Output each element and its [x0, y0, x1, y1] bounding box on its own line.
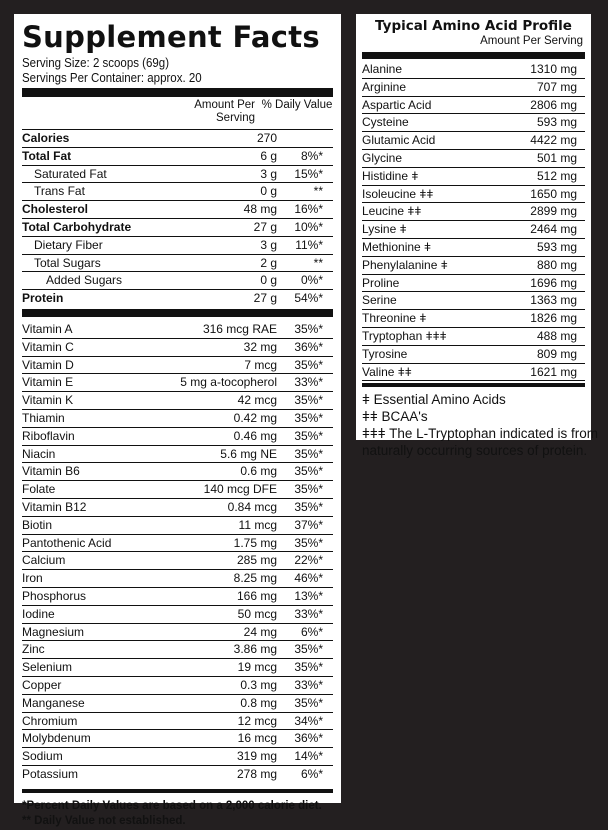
nutrient-name: Magnesium: [22, 624, 85, 639]
amino-acid-name: Threonine ǂ: [362, 311, 427, 326]
amino-acid-amount: 4422 mg: [530, 133, 577, 148]
nutrient-daily-value: 6%*: [300, 766, 323, 781]
nutrient-name: Vitamin K: [22, 393, 74, 408]
nutrient-amount: 12 mcg: [237, 713, 277, 728]
nutrient-name: Total Carbohydrate: [22, 219, 132, 234]
amino-acid-name: Arginine: [362, 79, 407, 94]
daily-value-header: % Daily Value: [261, 99, 333, 111]
nutrient-row: [22, 463, 333, 481]
amino-acid-row: [362, 203, 585, 221]
nutrient-daily-value: 54%*: [294, 291, 323, 306]
nutrient-row: [22, 201, 333, 219]
amino-acid-amount: 880 mg: [536, 257, 577, 272]
nutrient-amount: 278 mg: [236, 766, 277, 781]
amino-acid-name: Proline: [362, 275, 400, 290]
nutrient-amount: 0.46 mg: [233, 428, 277, 443]
note-essential: ǂ Essential Amino Acids: [362, 392, 506, 408]
serving-size: Serving Size: 2 scoops (69g): [22, 56, 170, 70]
servings-per-container: Servings Per Container: approx. 20: [22, 71, 202, 85]
nutrient-daily-value: 35%*: [294, 642, 323, 657]
nutrient-amount: 7 mcg: [244, 357, 277, 372]
nutrient-amount: 27 g: [253, 291, 277, 306]
amino-acid-amount: 593 mg: [536, 239, 577, 254]
nutrient-row: [22, 748, 333, 766]
nutrient-name: Total Fat: [22, 148, 72, 163]
nutrient-row: [22, 641, 333, 659]
nutrient-daily-value: **: [313, 184, 323, 199]
amino-acid-name: Alanine: [362, 62, 403, 76]
nutrient-row: [22, 570, 333, 588]
nutrient-row: [22, 410, 333, 428]
nutrient-daily-value: 35%*: [294, 357, 323, 372]
amino-acid-name: Methionine ǂ: [362, 239, 432, 254]
divider-bar: [22, 88, 333, 97]
nutrient-name: Vitamin C: [22, 339, 74, 354]
nutrient-name: Niacin: [22, 446, 56, 461]
nutrient-row: [22, 357, 333, 375]
nutrient-daily-value: 13%*: [294, 588, 323, 603]
nutrient-amount: 270: [256, 131, 277, 145]
amino-acid-profile-panel: [356, 14, 599, 459]
nutrient-row: [22, 695, 333, 713]
nutrient-daily-value: 8%*: [300, 148, 323, 163]
amino-acid-row: [362, 168, 585, 186]
amino-acid-name: Phenylalanine ǂ: [362, 257, 448, 272]
nutrient-daily-value: 35%*: [294, 393, 323, 408]
nutrient-name: Sodium: [22, 749, 63, 764]
nutrient-daily-value: 34%*: [294, 713, 323, 728]
nutrient-name: Chromium: [22, 713, 78, 728]
nutrient-daily-value: 22%*: [294, 553, 323, 568]
amino-acid-name: Isoleucine ǂǂ: [362, 186, 434, 201]
nutrient-amount: 24 mg: [243, 624, 277, 639]
nutrient-daily-value: 33%*: [294, 606, 323, 621]
nutrient-daily-value: 33%*: [294, 677, 323, 692]
nutrient-name: Cholesterol: [22, 202, 89, 217]
nutrient-amount: 6 g: [260, 148, 277, 163]
amino-acid-name: Valine ǂǂ: [362, 364, 412, 379]
nutrient-daily-value: 35%*: [294, 660, 323, 675]
macro-nutrient-list: [22, 130, 333, 307]
vitamin-mineral-list: [22, 321, 333, 783]
nutrient-name: Protein: [22, 291, 64, 306]
amino-acid-row: [362, 61, 585, 79]
nutrient-daily-value: 35%*: [294, 695, 323, 710]
amino-acid-amount: 593 mg: [536, 115, 577, 130]
nutrient-row: [22, 713, 333, 731]
nutrient-amount: 11 mcg: [238, 517, 277, 532]
amino-acid-row: [362, 275, 585, 293]
amino-acid-name: Cysteine: [362, 115, 409, 130]
nutrient-row: [22, 219, 333, 237]
amino-acid-row: [362, 257, 585, 275]
nutrient-amount: 0.3 mg: [240, 677, 277, 692]
amino-acid-list: [362, 61, 585, 381]
nutrient-amount: 285 mg: [236, 553, 277, 568]
nutrient-name: Molybdenum: [22, 731, 91, 746]
nutrient-daily-value: 0%*: [300, 273, 323, 288]
nutrient-row: [22, 588, 333, 606]
amino-acid-row: [362, 114, 585, 132]
supplement-facts-panel: [14, 14, 341, 827]
nutrient-amount: 3.86 mg: [233, 642, 277, 657]
nutrient-name: Iron: [22, 571, 43, 586]
nutrient-row: [22, 392, 333, 410]
nutrient-daily-value: 14%*: [294, 749, 323, 764]
nutrient-name: Copper: [22, 677, 62, 692]
footnote-not-established: ** Daily Value not established.: [22, 814, 186, 827]
nutrient-amount: 0.42 mg: [233, 410, 277, 425]
amino-acid-name: Aspartic Acid: [362, 97, 432, 112]
nutrient-daily-value: 37%*: [294, 517, 323, 532]
nutrient-amount: 32 mg: [243, 339, 277, 354]
amino-acid-row: [362, 79, 585, 97]
nutrient-amount: 3 g: [260, 237, 277, 252]
amino-acid-name: Serine: [362, 293, 397, 308]
divider-bar: [362, 52, 585, 59]
nutrient-amount: 19 mcg: [237, 660, 277, 675]
nutrient-name: Vitamin E: [22, 375, 74, 390]
nutrient-amount: 42 mcg: [237, 393, 277, 408]
nutrient-row: [22, 766, 333, 783]
amino-acid-row: [362, 328, 585, 346]
amino-acid-amount: 1696 mg: [530, 275, 577, 290]
nutrient-daily-value: 46%*: [294, 571, 323, 586]
nutrient-amount: 0.6 mg: [240, 464, 277, 479]
nutrient-amount: 0 g: [260, 184, 277, 199]
note-tryptophan: ǂǂǂ The L-Tryptophan indicated is from: [362, 426, 599, 442]
amino-acid-amount: 2806 mg: [530, 97, 577, 112]
nutrient-amount: 316 mcg RAE: [202, 321, 277, 336]
nutrient-name: Saturated Fat: [34, 166, 107, 181]
column-header: [22, 99, 333, 130]
nutrient-name: Potassium: [22, 766, 79, 781]
nutrient-name: Vitamin B12: [22, 499, 87, 514]
nutrient-amount: 48 mg: [243, 202, 277, 217]
nutrient-daily-value: 35%*: [294, 446, 323, 461]
nutrient-amount: 0 g: [260, 273, 277, 288]
nutrient-name: Thiamin: [22, 410, 65, 425]
nutrient-name: Calcium: [22, 553, 66, 568]
nutrient-name: Phosphorus: [22, 588, 87, 603]
amino-acid-amount: 488 mg: [536, 328, 577, 343]
nutrient-row: [22, 130, 333, 148]
amino-acid-name: Glycine: [362, 150, 403, 165]
nutrient-daily-value: 36%*: [294, 731, 323, 746]
nutrient-daily-value: [283, 130, 333, 147]
amino-acid-name: Glutamic Acid: [362, 133, 436, 148]
amino-acid-row: [362, 346, 585, 364]
nutrient-daily-value: 35%*: [294, 410, 323, 425]
nutrient-amount: 1.75 mg: [233, 535, 277, 550]
nutrient-row: [22, 272, 333, 290]
amino-profile-title: Typical Amino Acid Profile: [375, 18, 572, 34]
supplement-facts-title: Supplement Facts: [22, 20, 320, 54]
nutrient-amount: 140 mcg DFE: [203, 482, 277, 497]
nutrient-amount: 5 mg a-tocopherol: [180, 375, 277, 390]
nutrient-row: [22, 659, 333, 677]
nutrient-amount: 0.8 mg: [240, 695, 277, 710]
footnote-daily-values: *Percent Daily Values are based on a 2,000 calorie diet.: [22, 799, 322, 812]
nutrient-daily-value: 35%*: [294, 535, 323, 550]
nutrient-amount: 2 g: [260, 255, 277, 270]
nutrient-row: [22, 183, 333, 201]
nutrient-row: [22, 428, 333, 446]
amino-acid-amount: 512 mg: [536, 168, 577, 183]
nutrient-name: Dietary Fiber: [34, 237, 103, 252]
amino-acid-amount: 1310 mg: [530, 62, 577, 76]
amino-profile-subtitle: Amount Per Serving: [480, 35, 583, 47]
nutrient-name: Folate: [22, 482, 56, 497]
nutrient-amount: 16 mcg: [237, 731, 277, 746]
nutrient-daily-value: 36%*: [294, 339, 323, 354]
amino-acid-amount: 1621 mg: [530, 364, 577, 379]
nutrient-name: Selenium: [22, 660, 73, 675]
nutrient-row: [22, 255, 333, 273]
nutrient-daily-value: 35%*: [294, 499, 323, 514]
note-tryptophan-cont: naturally occurring sources of protein.: [362, 443, 588, 459]
amino-acid-name: Histidine ǂ: [362, 168, 419, 183]
nutrient-name: Vitamin A: [22, 321, 73, 336]
nutrient-row: [22, 290, 333, 307]
nutrient-amount: 8.25 mg: [233, 571, 277, 586]
nutrient-name: Total Sugars: [34, 255, 101, 270]
nutrient-name: Biotin: [22, 517, 53, 532]
nutrient-name: Vitamin B6: [22, 464, 80, 479]
amino-acid-amount: 2899 mg: [530, 204, 577, 219]
nutrient-daily-value: 35%*: [294, 464, 323, 479]
amount-per-serving-header: Amount Per Serving: [194, 99, 255, 124]
nutrient-name: Manganese: [22, 695, 85, 710]
nutrient-name: Calories: [22, 131, 70, 145]
amino-acid-amount: 1363 mg: [530, 293, 577, 308]
amino-acid-row: [362, 97, 585, 115]
nutrient-amount: 5.6 mg NE: [220, 446, 277, 461]
divider-bar: [22, 309, 333, 317]
nutrient-row: [22, 339, 333, 357]
nutrient-name: Riboflavin: [22, 428, 75, 443]
nutrient-amount: 50 mcg: [237, 606, 277, 621]
amino-acid-amount: 2464 mg: [530, 222, 577, 237]
nutrient-name: Added Sugars: [46, 273, 123, 288]
nutrient-daily-value: 35%*: [294, 482, 323, 497]
nutrient-row: [22, 374, 333, 392]
nutrient-daily-value: 6%*: [300, 624, 323, 639]
amino-acid-row: [362, 150, 585, 168]
amino-acid-amount: 707 mg: [536, 79, 577, 94]
amino-acid-name: Leucine ǂǂ: [362, 204, 422, 219]
nutrient-row: [22, 517, 333, 535]
nutrient-name: Vitamin D: [22, 357, 74, 372]
amino-acid-name: Lysine ǂ: [362, 222, 407, 237]
amino-notes: [362, 387, 599, 459]
nutrient-row: [22, 624, 333, 642]
note-bcaa: ǂǂ BCAA's: [362, 409, 428, 425]
amino-acid-name: Tryptophan ǂǂǂ: [362, 328, 447, 343]
amino-acid-row: [362, 364, 585, 382]
nutrient-row: [22, 499, 333, 517]
nutrient-row: [22, 677, 333, 695]
amino-acid-row: [362, 292, 585, 310]
nutrient-name: Pantothenic Acid: [22, 535, 112, 550]
footnotes: [22, 789, 333, 829]
nutrient-amount: 0.84 mcg: [227, 499, 277, 514]
nutrient-amount: 27 g: [253, 219, 277, 234]
nutrient-amount: 166 mg: [236, 588, 277, 603]
amino-acid-name: Tyrosine: [362, 346, 408, 361]
nutrient-name: Iodine: [22, 606, 55, 621]
nutrient-row: [22, 730, 333, 748]
nutrient-row: [22, 535, 333, 553]
nutrient-daily-value: 35%*: [294, 428, 323, 443]
amino-acid-amount: 1826 mg: [530, 311, 577, 326]
nutrient-name: Zinc: [22, 642, 45, 657]
amino-acid-amount: 1650 mg: [530, 186, 577, 201]
amino-acid-row: [362, 221, 585, 239]
nutrient-daily-value: 33%*: [294, 375, 323, 390]
nutrient-row: [22, 552, 333, 570]
nutrient-row: [22, 237, 333, 255]
amino-acid-amount: 501 mg: [536, 150, 577, 165]
nutrient-row: [22, 446, 333, 464]
nutrient-amount: 3 g: [260, 166, 277, 181]
nutrient-row: [22, 166, 333, 184]
nutrient-daily-value: 35%*: [294, 321, 323, 336]
nutrient-daily-value: 10%*: [294, 219, 323, 234]
nutrient-daily-value: 16%*: [294, 202, 323, 217]
nutrient-name: Trans Fat: [34, 184, 85, 199]
nutrient-daily-value: 15%*: [294, 166, 323, 181]
nutrient-row: [22, 481, 333, 499]
nutrient-daily-value: **: [313, 255, 323, 270]
amino-acid-row: [362, 132, 585, 150]
nutrient-daily-value: 11%*: [295, 237, 323, 252]
nutrient-row: [22, 321, 333, 339]
nutrient-row: [22, 606, 333, 624]
nutrient-row: [22, 148, 333, 166]
amino-acid-row: [362, 239, 585, 257]
nutrient-amount: 319 mg: [236, 749, 277, 764]
amino-acid-row: [362, 310, 585, 328]
amino-acid-row: [362, 186, 585, 204]
amino-acid-amount: 809 mg: [536, 346, 577, 361]
